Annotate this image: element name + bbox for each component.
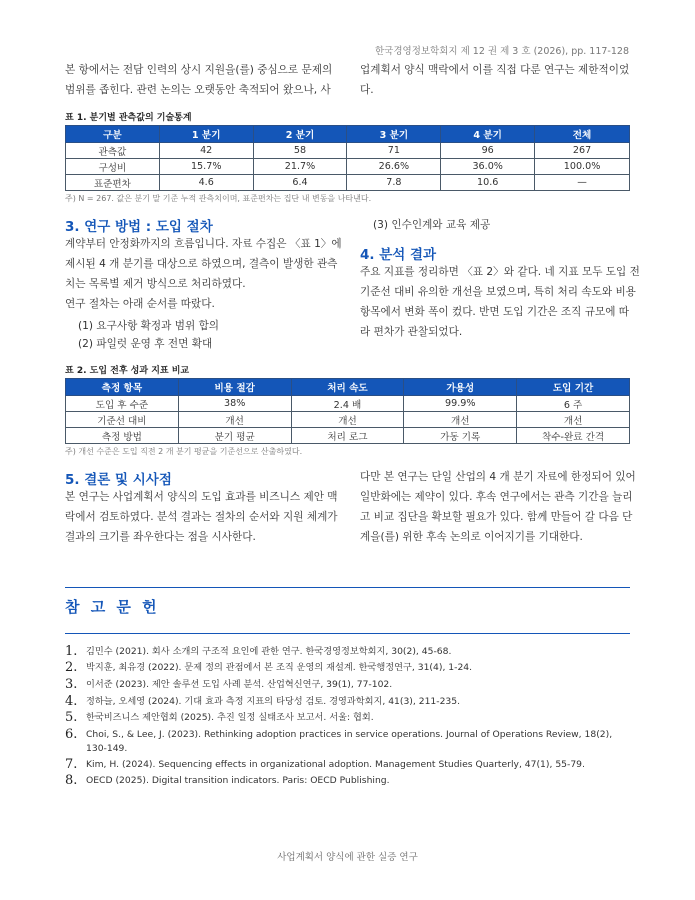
table-cell: 측정 방법 (66, 428, 179, 444)
reference-text: 이서준 (2023). 제안 솔루션 도입 사례 분석. 산업혁신연구, 39(1), 77-102. (86, 679, 393, 690)
section-5-title: 5. 결론 및 시사점 (65, 472, 172, 488)
text-line: 일반화에는 제약이 있다. 후속 연구에서는 관측 기간을 늘리 (360, 491, 633, 503)
table-cell: 15.7% (159, 159, 253, 175)
table-1 (65, 125, 630, 191)
text-line: 제시된 4 개 분기를 대상으로 하였으며, 결측이 발생한 관측 (65, 258, 338, 270)
intro-left-column (65, 60, 345, 100)
table-cell: 100.0% (535, 159, 630, 175)
text-line: 결과의 크기를 좌우한다는 점을 시사한다. (65, 531, 256, 543)
reference-text: 박지훈, 최유경 (2022). 문제 정의 관점에서 본 조직 운영의 재설계. 한국행정연구, 31(4), 1-24. (86, 662, 473, 673)
table-cell: 기준선 대비 (66, 412, 179, 428)
text-line: 항목에서 변화 폭이 컸다. 반면 도입 기간은 조직 규모에 따 (360, 306, 630, 318)
table-cell: 6.4 (253, 175, 347, 191)
table-cell: 71 (347, 143, 441, 159)
reference-text: Kim, H. (2024). Sequencing effects in organizational adoption. Management Studies Quarterly, 47(1), 55-79. (86, 759, 585, 770)
table-row (66, 175, 630, 191)
text-line: 주요 지표를 정리하면 〈표 2〉와 같다. 네 지표 모두 도입 전 (360, 266, 640, 278)
table-row (66, 396, 630, 412)
procedure-item: (3) 인수인계와 교육 제공 (373, 219, 491, 231)
reference-text: Choi, S., & Lee, J. (2023). Rethinking adoption practices in service operations. Journal of Operations Review, 18(2), 130-149. (86, 729, 613, 754)
table-cell: 7.8 (347, 175, 441, 191)
section-3-title: 3. 연구 방법 : 도입 절차 (65, 219, 213, 235)
table-cell: 42 (159, 143, 253, 159)
column-header: 도입 기간 (517, 379, 630, 396)
table-1-note: 주) N = 267. 값은 분기 말 기준 누적 관측치이며, 표준편차는 집단 내 변동을 나타낸다. (65, 194, 372, 203)
table-cell: 분기 평균 (178, 428, 291, 444)
reference-item (65, 678, 630, 692)
reference-item (65, 711, 630, 725)
reference-number: 5. (65, 710, 78, 725)
table-cell: — (535, 175, 630, 191)
reference-text: 김민수 (2021). 회사 소개의 구조적 요인에 관한 연구. 한국경영정보학회지, 30(2), 45-68. (86, 646, 452, 657)
text-line: 다. (360, 84, 374, 96)
table-cell: 58 (253, 143, 347, 159)
section-4-paragraph (360, 262, 640, 342)
procedure-item: (1) 요구사항 확정과 범위 합의 (78, 320, 220, 332)
references-bottom-rule (65, 633, 630, 634)
column-header: 2 분기 (253, 126, 347, 143)
reference-text: 한국비즈니스 제안협회 (2025). 추진 일정 실태조사 보고서. 서울: 협회. (86, 712, 374, 723)
reference-item (65, 774, 630, 788)
text-line: 범위를 좁힌다. 관련 논의는 오랫동안 축적되어 왔으나, 사 (65, 84, 331, 96)
column-header: 1 분기 (159, 126, 253, 143)
reference-number: 4. (65, 694, 78, 709)
table-cell: 개선 (178, 412, 291, 428)
table-cell: 가동 기록 (404, 428, 517, 444)
table-cell: 38% (178, 396, 291, 412)
reference-item (65, 728, 630, 756)
reference-item (65, 695, 630, 709)
table-cell: 21.7% (253, 159, 347, 175)
table-cell: 개선 (291, 412, 404, 428)
table-cell: 개선 (404, 412, 517, 428)
procedure-lead: 연구 절차는 아래 순서를 따랐다. (65, 298, 215, 310)
table-header-row (66, 126, 630, 143)
table-cell: 도입 후 수준 (66, 396, 179, 412)
table-cell: 10.6 (441, 175, 535, 191)
table-cell: 구성비 (66, 159, 160, 175)
column-header: 구분 (66, 126, 160, 143)
reference-item (65, 645, 630, 659)
column-header: 전체 (535, 126, 630, 143)
table-cell: 표준편차 (66, 175, 160, 191)
table-1-caption: 표 1. 분기별 관측값의 기술통계 (65, 113, 192, 123)
table-cell: 6 주 (517, 396, 630, 412)
section-5-left-column (65, 487, 350, 547)
table-cell: 267 (535, 143, 630, 159)
reference-number: 7. (65, 757, 78, 772)
reference-text: 정하늘, 오세영 (2024). 기대 효과 측정 지표의 타당성 검토. 경영과학회지, 41(3), 211-235. (86, 696, 461, 707)
table-cell: 2.4 배 (291, 396, 404, 412)
column-header: 가용성 (404, 379, 517, 396)
text-line: 본 항에서는 전담 인력의 상시 지원을(를) 중심으로 문제의 (65, 64, 333, 76)
table-cell: 처리 로그 (291, 428, 404, 444)
table-cell: 4.6 (159, 175, 253, 191)
table-row (66, 143, 630, 159)
text-line: 본 연구는 사업계획서 양식의 도입 효과를 비즈니스 제안 맥 (65, 491, 338, 503)
reference-text: OECD (2025). Digital transition indicators. Paris: OECD Publishing. (86, 775, 390, 786)
references-title: 참 고 문 헌 (65, 598, 160, 616)
column-header: 3 분기 (347, 126, 441, 143)
table-cell: 착수-완료 간격 (517, 428, 630, 444)
text-line: 다만 본 연구는 단일 산업의 4 개 분기 자료에 한정되어 있어 (360, 471, 636, 483)
table-2 (65, 378, 630, 444)
column-header: 비용 절감 (178, 379, 291, 396)
table-header-row (66, 379, 630, 396)
table-2-caption: 표 2. 도입 전후 성과 지표 비교 (65, 366, 190, 376)
reference-number: 1. (65, 644, 78, 659)
text-line: 계약부터 안정화까지의 흐름입니다. 자료 수집은 〈표 1〉에 (65, 238, 342, 250)
text-line: 고 비교 집단을 확보할 필요가 있다. 함께 만들어 갈 다음 단 (360, 511, 633, 523)
table-cell: 관측값 (66, 143, 160, 159)
section-5-right-column (360, 467, 640, 547)
table-2-note: 주) 개선 수준은 도입 직전 2 개 분기 평균을 기준선으로 산출하였다. (65, 447, 303, 456)
text-line: 계을(를) 위한 후속 논의로 이어지기를 기대한다. (360, 531, 583, 543)
table-cell: 96 (441, 143, 535, 159)
reference-item (65, 661, 630, 675)
references-top-rule (65, 587, 630, 588)
running-head: 한국경영정보학회지 제 12 권 제 3 호 (2026), pp. 117-128 (375, 46, 629, 57)
text-line: 라 편차가 관찰되었다. (360, 326, 463, 338)
section-3-paragraph (65, 234, 350, 294)
column-header: 처리 속도 (291, 379, 404, 396)
text-line: 치는 목록별 제거 방식으로 처리하였다. (65, 278, 246, 290)
text-line: 락에서 검토하였다. 분석 결과는 절차의 순서와 지원 체계가 (65, 511, 338, 523)
table-cell: 26.6% (347, 159, 441, 175)
table-cell: 36.0% (441, 159, 535, 175)
table-row (66, 428, 630, 444)
table-row (66, 412, 630, 428)
column-header: 측정 항목 (66, 379, 179, 396)
reference-number: 3. (65, 677, 78, 692)
table-cell: 개선 (517, 412, 630, 428)
intro-right-column (360, 60, 635, 100)
reference-number: 8. (65, 773, 78, 788)
procedure-item: (2) 파일럿 운영 후 전면 확대 (78, 338, 213, 350)
table-cell: 99.9% (404, 396, 517, 412)
reference-number: 2. (65, 660, 78, 675)
reference-item (65, 758, 630, 772)
page-footer: 사업계획서 양식에 관한 실증 연구 (277, 852, 418, 863)
column-header: 4 분기 (441, 126, 535, 143)
reference-number: 6. (65, 727, 78, 742)
text-line: 기준선 대비 유의한 개선을 보였으며, 특히 처리 속도와 비용 (360, 286, 636, 298)
text-line: 업계획서 양식 맥락에서 이를 직접 다룬 연구는 제한적이었 (360, 64, 630, 76)
table-row (66, 159, 630, 175)
section-4-title: 4. 분석 결과 (360, 247, 437, 263)
